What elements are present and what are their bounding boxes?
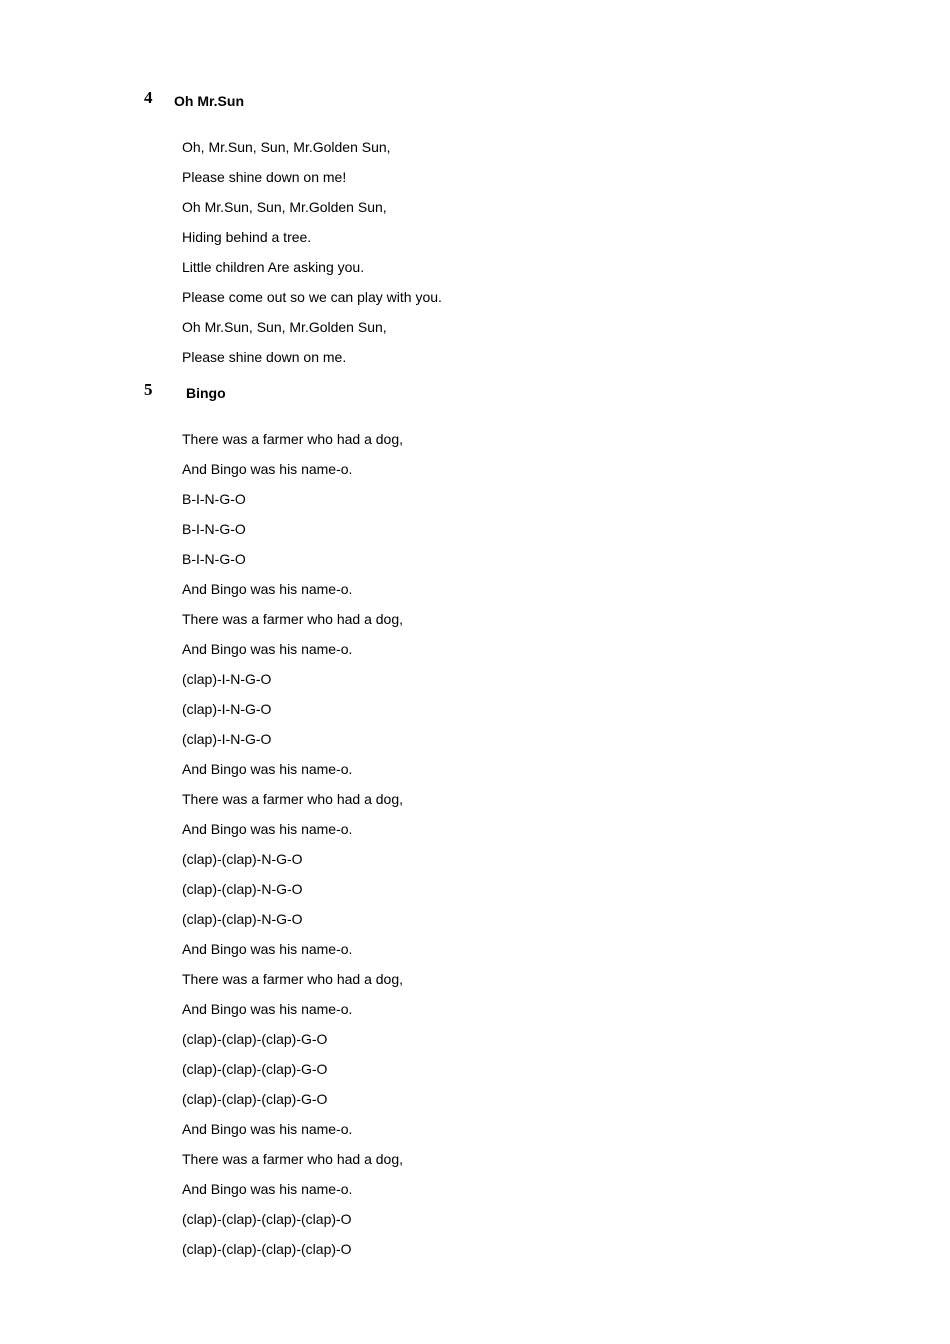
- lyric-line: Please shine down on me.: [182, 349, 347, 365]
- lyric-line: Oh Mr.Sun, Sun, Mr.Golden Sun,: [182, 319, 387, 335]
- lyric-line: And Bingo was his name-o.: [182, 1121, 353, 1137]
- lyric-line: There was a farmer who had a dog,: [182, 971, 404, 987]
- lyric-line: And Bingo was his name-o.: [182, 581, 353, 597]
- lyric-line: (clap)-(clap)-(clap)-G-O: [182, 1031, 328, 1047]
- lyric-line: And Bingo was his name-o.: [182, 821, 353, 837]
- lyric-line: Oh, Mr.Sun, Sun, Mr.Golden Sun,: [182, 139, 391, 155]
- lyric-line: And Bingo was his name-o.: [182, 761, 353, 777]
- lyric-line: (clap)-(clap)-(clap)-G-O: [182, 1061, 328, 1077]
- lyric-line: (clap)-(clap)-(clap)-G-O: [182, 1091, 328, 1107]
- lyric-line: There was a farmer who had a dog,: [182, 1151, 404, 1167]
- song-number: 4: [144, 88, 153, 107]
- lyric-line: There was a farmer who had a dog,: [182, 791, 404, 807]
- lyric-line: Little children Are asking you.: [182, 259, 365, 275]
- lyric-line: (clap)-(clap)-N-G-O: [182, 911, 303, 927]
- lyric-line: And Bingo was his name-o.: [182, 941, 353, 957]
- song-number: 5: [144, 380, 153, 399]
- lyric-line: (clap)-(clap)-N-G-O: [182, 851, 303, 867]
- lyric-line: There was a farmer who had a dog,: [182, 611, 404, 627]
- lyric-line: There was a farmer who had a dog,: [182, 431, 404, 447]
- lyric-line: Please shine down on me!: [182, 169, 347, 185]
- lyric-line: (clap)-I-N-G-O: [182, 731, 272, 747]
- lyric-line: And Bingo was his name-o.: [182, 461, 353, 477]
- lyric-line: B-I-N-G-O: [182, 521, 246, 537]
- lyric-line: And Bingo was his name-o.: [182, 641, 353, 657]
- lyric-line: (clap)-(clap)-(clap)-(clap)-O: [182, 1211, 352, 1227]
- lyric-line: And Bingo was his name-o.: [182, 1181, 353, 1197]
- lyric-line: Oh Mr.Sun, Sun, Mr.Golden Sun,: [182, 199, 387, 215]
- lyric-line: And Bingo was his name-o.: [182, 1001, 353, 1017]
- lyric-line: (clap)-(clap)-N-G-O: [182, 881, 303, 897]
- lyric-line: Hiding behind a tree.: [182, 229, 312, 245]
- lyric-line: (clap)-(clap)-(clap)-(clap)-O: [182, 1241, 352, 1257]
- lyric-line: B-I-N-G-O: [182, 551, 246, 567]
- lyric-line: (clap)-I-N-G-O: [182, 701, 272, 717]
- lyric-line: Please come out so we can play with you.: [182, 289, 442, 305]
- song-title: Oh Mr.Sun: [174, 93, 244, 109]
- song-title: Bingo: [186, 385, 226, 401]
- lyrics-list: [182, 138, 442, 378]
- lyric-line: B-I-N-G-O: [182, 491, 246, 507]
- lyric-line: (clap)-I-N-G-O: [182, 671, 272, 687]
- lyrics-list: [182, 430, 403, 1270]
